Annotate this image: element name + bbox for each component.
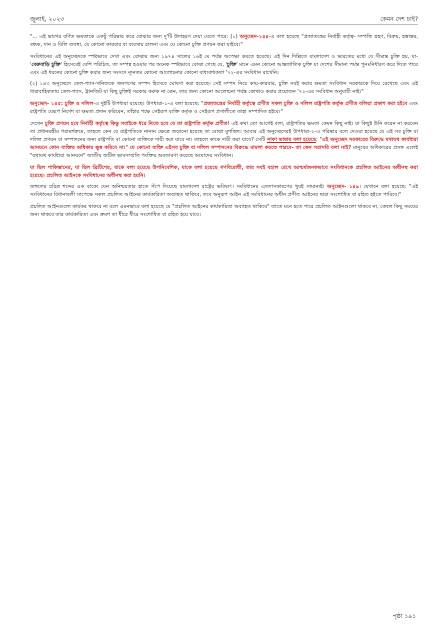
- emphasized-text: যা ছিল পাকিস্তানের, যা ছিল ব্রিটিশের, যাকে বলা হয়েছে উপনিবেশিক, যাকে বলা হয়েছে গণবিরোধী, তার সবই বহাল রেখে আশ্চর্যজনকভাবে সংবিধানকে প্রচলিত আইনের অধীনস্থ করা হয়েছে। প্রচলিত আইনকে সংবিধানের অধীনস্থ করা হয়নি।: [30, 164, 418, 179]
- emphasized-text: এই অনুচ্ছেদ সরকারের বিরুদ্ধে যথাযথ কার্যধারা আনয়নে কোন ব্যক্তির অধিকার ক্ষুন্ন করিবে না।: [30, 136, 418, 151]
- header-divider: [30, 24, 418, 25]
- paragraph: [30, 120, 418, 160]
- paragraph-text: ! এই কথা তো আগেই বলা, রাষ্ট্রপতির ক্ষমতা কেমন কিছু নাই। যা কিছুই উনি করেন না করবেন তা প্রধানমন্ত্রীর পরামর্শক্রমে, তাহলে কেন যে রাষ্ট্রপতিকে নানান ক্ষেত্রে জড়ানো হয়েছে তা বোঝা মুশকিল। আবার এই অনুচ্ছেদেরই উপধারা-২-এ পরিষ্কার বলে দেওয়া হয়েছে যে এই সব চুক্তি বা দলিল প্রণয়ন বা সম্পাদনের জন্য রাষ্ট্রপতি বা কোনো ব্যক্তিকে দায়ী করা যাবে না। তাহলে কাকে দায়ী করা যাবে? সেটি: [30, 120, 419, 143]
- paragraph: [30, 164, 418, 180]
- emphasized-text: চুক্তি প্রণয়ন হবে নির্বাহী কর্তৃত্বে কিন্তু সবাইকে ধরে নিতে হবে যে তা রাষ্ট্রপতি কর্তৃক প্রণীত: [44, 120, 228, 127]
- paragraph-text: এবং রাষ্ট্রপতি যেরূপ নির্দেশ বা ক্ষমতা প্রদান করিবেন, তাঁহার পক্ষে সেইরূপ ব্যক্তি কর্তৃক ও সেইরূপ প্রণালীতে তাহা সম্পাদিত হইবে।": [30, 101, 418, 116]
- paragraph-text: দেখেন: [30, 120, 45, 127]
- paragraph: [30, 33, 418, 49]
- emphasized-text: অনুচ্ছেদ- ১৪৯: [327, 184, 360, 191]
- emphasized-text: বেরুবাড়ি চুক্তি: [31, 61, 61, 68]
- paragraph-text: জঙ্গলের চরিত্র শব্দের এক বাক্যে যেন অনিশ্চয়তার হাতে সঁপে দিয়েছে বাংলাদেশ রাষ্ট্রের ভবিষ্যৎ। সংবিধানের এতদাসকারণের খুবই সামান্যই।: [30, 184, 328, 191]
- paragraph-text: -এ বলা হয়েছে "প্রজাতন্ত্রের নির্বাহী কর্তৃত্ব- সম্পত্তি গ্রহণ, বিক্রয়, হস্তান্তর, বন্ধক, দান ও বিলি ব্যবস্থা, যে কোনো কারবার বা ব্যবসায় চালনা এবং যে কোনো চুক্তি প্রণয়ন করা যাইবে।": [30, 34, 419, 49]
- emphasized-text: অনুচ্ছেদ-১৪৪: [239, 34, 269, 40]
- emphasized-text: চুক্তি: [227, 61, 237, 68]
- emphasized-text: যে কোনো ব্যক্তি এইসব চুক্তি বা দলিল সম্পাদনের বিরুদ্ধে মামলা করতে পারবে- তা কেন সরাসরি বলা নাই?: [129, 144, 352, 151]
- paragraph-text: মানুষের অধিকারের প্রসঙ্গ এলেই "যথাযথ কার্যধারা আনয়নে" জাতীয় জটিল ভাবসম্প্রতি পংক্তির অবতারণা করেছে আমাদের সংবিধান।: [30, 144, 418, 159]
- emphasized-text: প্রজাতন্ত্রের নির্বাহী কর্তৃত্বে প্রণীত সকল চুক্তি ও দলিল রাষ্ট্রপতি কর্তৃক প্রণীত বলিয়া প্রকাশ করা হইবে: [203, 101, 408, 108]
- paragraph-text: । যেখানে বলা হয়েছে: "এই সংবিধানের বিধানাবলী সাপেক্ষে সকল প্রচলিত আইনের কার্যকারিতা অব্যাহত থাকিবে, তবে অনুরূপ আইন এই সংবিধানের অধীন প্রণীত আইনের দ্বারা সংশোধিত বা রহিত হইতে পারিবে।": [30, 184, 418, 199]
- paragraph-text: -এ দুইটি উপধারা রয়েছে। উপধারা-১-এ বলা হয়েছে: ": [93, 101, 204, 108]
- paragraph-text: ' মানে এমন কোনো আন্তর্জাতিক চুক্তি যা দেশের সীমানা পর্যন্ত পুনঃনির্ধারণ করে দিতে পারে এবং এই ধরনের কোনো চুক্তি করার জন্য সংসদে ন্যূনতম কোনো আলোচনার কোনো বাধ্যবাধকতা '৭২-এর সংবিধান রাখেনি।: [30, 61, 418, 76]
- paragraph: [30, 203, 418, 219]
- paragraph: [30, 80, 418, 96]
- paragraph-text: : ": [316, 136, 322, 143]
- paragraph-text: "... এই ভাগের বর্ণিত ক্ষমতাকে একটু পরিষ্কার করে বোঝার জন্য দু'টি উদাহরণ দেয়া যেতে পারে: (১): [30, 34, 240, 40]
- paragraph-text: সংবিধানের এই অনুচ্ছেদকে স্পষ্টভাবে দেখা এবং বোঝার জন্য ১৯৭৪ সালের ১৬ই মে পর্যন্ত অপেক্ষা করতে হয়েছে। এই দিন দিল্লিতে বাংলাদেশ ও ভারতের মধ্যে যে সীমান্ত চুক্তি হয়, যা- ': [30, 53, 418, 68]
- article-body: [30, 33, 418, 223]
- page-number: পৃষ্ঠা ১৯১: [392, 613, 416, 620]
- paragraph-text: (২) ১৪৩ অনুচ্ছেদে তেল-গ্যাস-খনিজকে জনগণের সম্পদ হিসেবে ঘোষণা করা হয়েছে। সেই সম্পদ নিয়ে কায়-কারবার, চুক্তি সবই করার ক্ষমতা সংবিধান সরকারকে দিয়ে রেখেছে এবং এই ধারাবাহিকতায় তেল-গ্যাস, ট্রানজিট যা কিছু চুক্তিই সরকার করুক না কেন, তার জন্য কোনো আলোচনা পর্যন্ত কোথাও করার প্রয়োজন '৭২-এর সংবিধান অনুযায়ী নাই।": [30, 81, 418, 96]
- paragraph-text: প্রচলিত আইনগুলো কার্যকর থাকবে না বলে এমনভাবে বলা হয়েছে যে "প্রচলিত আইনের কার্যকারিতা অব্যাহত থাকিবে" তাতে মনে হতে পারে প্রচলিত আইনগুলো থাকবে না, কেবল কিছু সময়ের জন্য থাকবে তার কার্যকারিতা এবং ক্রমশ তা ধীরে ধীরে সংশোধিত বা রহিত হয়ে যাবে।: [30, 204, 418, 219]
- emphasized-text: সাফা ভাষায় বলা হয়েছে: [266, 136, 317, 143]
- paragraph: [30, 53, 418, 77]
- paragraph: [30, 100, 418, 116]
- header-date: জুলাই, ২০২৩: [30, 16, 65, 23]
- emphasized-text: অনুচ্ছেদ- ১৪৫: চুক্তি ও দলিল: [30, 101, 94, 108]
- paragraph-text: ": [125, 144, 130, 151]
- paragraph: [30, 183, 418, 199]
- header-title: কেমন দেশ চাই?: [380, 16, 418, 23]
- paragraph-text: ' হিসেবেই বেশি পরিচিত, তা সম্পন্ন হওয়ার পর অনেক স্পষ্টভাবে বোঝা গেছে যে, ': [60, 61, 228, 68]
